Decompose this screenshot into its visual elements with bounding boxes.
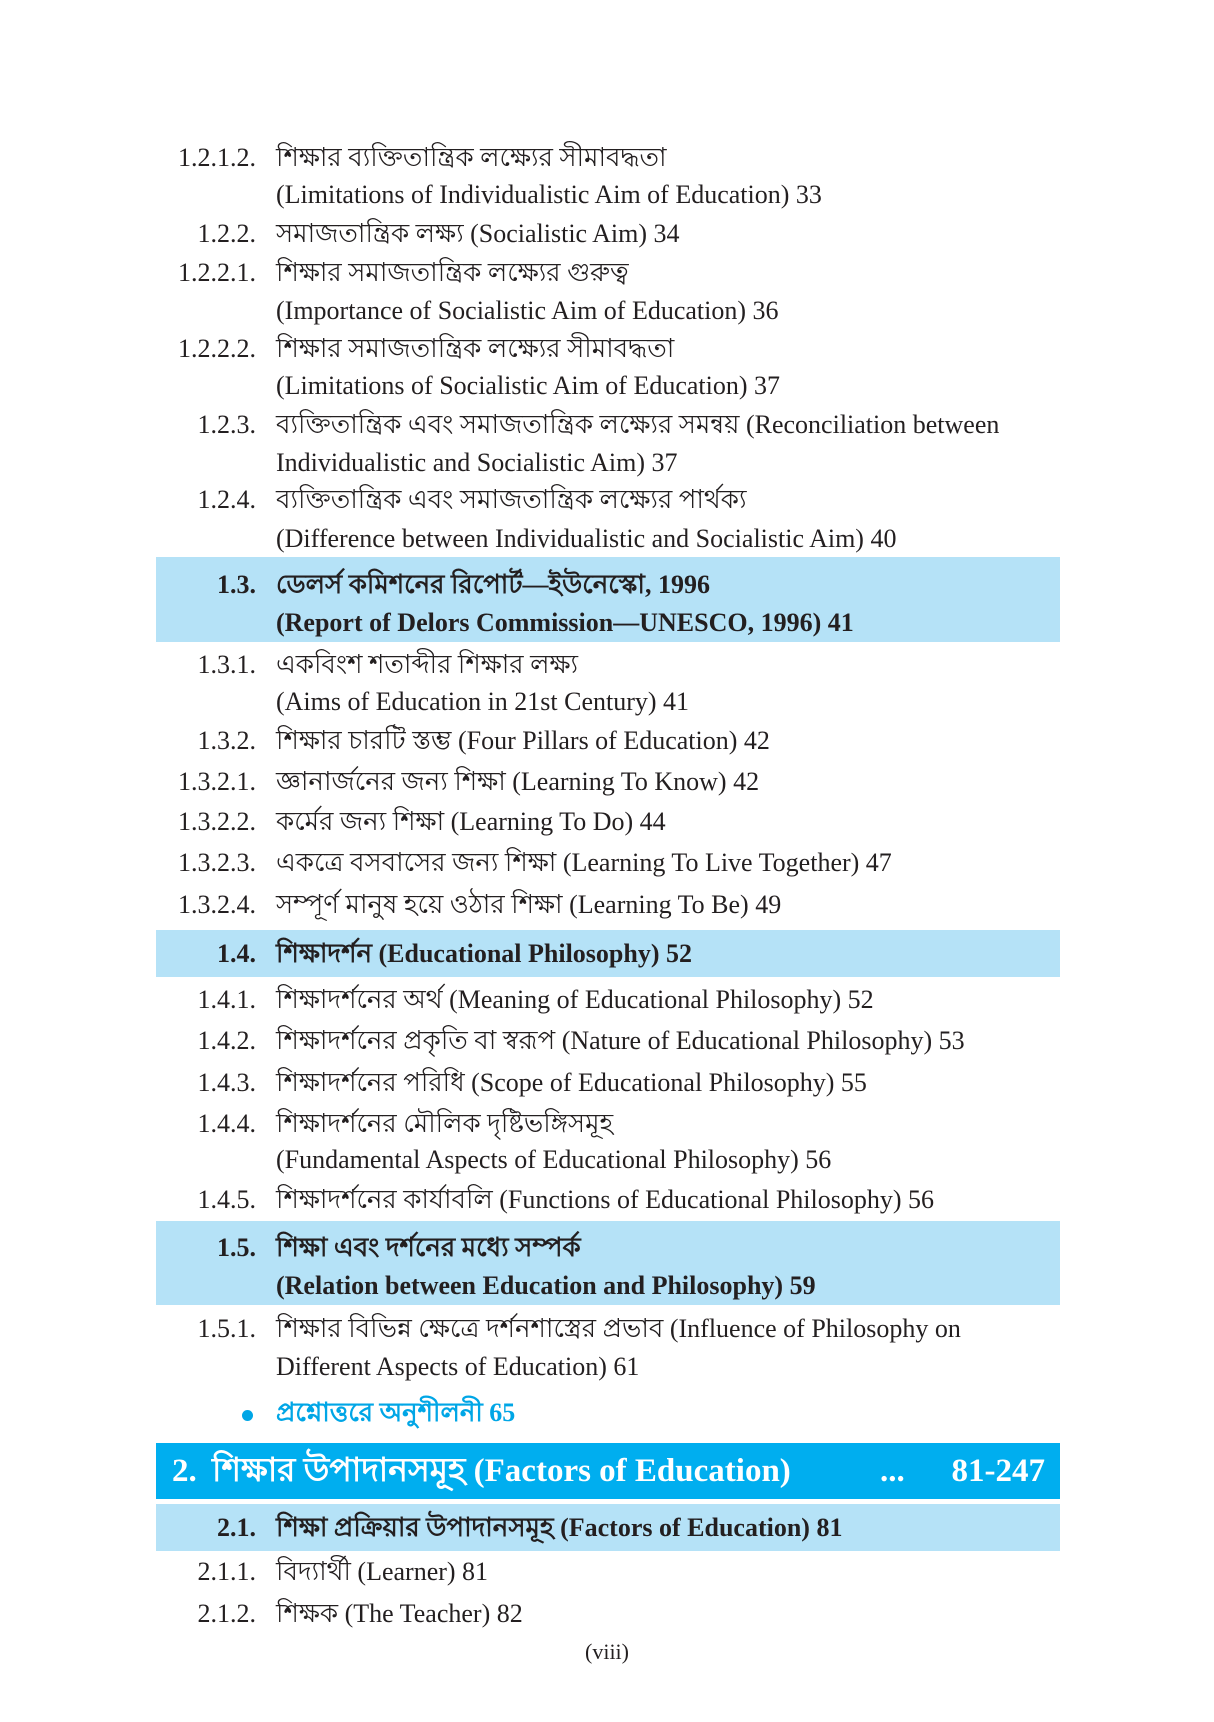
entry-number: 2.1.2. bbox=[197, 1599, 256, 1628]
section-title: (Report of Delors Commission—UNESCO, 1996) 41 bbox=[276, 608, 854, 637]
toc-entry[interactable] bbox=[0, 254, 1214, 292]
entry-number: 1.2.2.1. bbox=[178, 258, 256, 287]
toc-entry-line bbox=[0, 683, 1214, 721]
section-title: (Relation between Education and Philosophy) 59 bbox=[276, 1271, 816, 1300]
section-number: 1.3. bbox=[217, 570, 256, 599]
entry-title: (Aims of Education in 21st Century) 41 bbox=[276, 687, 690, 716]
entry-title: Individualistic and Socialistic Aim) 37 bbox=[276, 448, 678, 477]
toc-entry[interactable] bbox=[0, 1553, 1214, 1591]
entry-title: ব্যক্তিতান্ত্রিক এবং সমাজতান্ত্রিক লক্ষ্যের পার্থক্য bbox=[276, 485, 747, 514]
chapter-leader: ... bbox=[880, 1453, 905, 1489]
toc-section-1-4[interactable] bbox=[0, 935, 1214, 973]
toc-entry-line bbox=[0, 176, 1214, 214]
toc-entry[interactable] bbox=[0, 1595, 1214, 1633]
entry-title: শিক্ষাদর্শনের অর্থ (Meaning of Educational Philosophy) 52 bbox=[276, 985, 874, 1014]
entry-number: 1.2.2. bbox=[197, 219, 256, 248]
entry-title: সমাজতান্ত্রিক লক্ষ্য (Socialistic Aim) 34 bbox=[276, 219, 680, 248]
entry-number: 1.4.1. bbox=[197, 985, 256, 1014]
entry-number: 1.2.4. bbox=[197, 485, 256, 514]
toc-section-1-3[interactable] bbox=[0, 566, 1214, 604]
section-number: 1.4. bbox=[217, 939, 256, 968]
toc-entry[interactable] bbox=[0, 886, 1214, 924]
entry-number: 1.2.1.2. bbox=[178, 143, 256, 172]
entry-title: (Difference between Individualistic and Socialistic Aim) 40 bbox=[276, 524, 897, 553]
toc-entry-line bbox=[0, 444, 1214, 482]
entry-number: 1.2.2.2. bbox=[178, 334, 256, 363]
toc-entry[interactable] bbox=[0, 1105, 1214, 1143]
entry-title: শিক্ষার বিভিন্ন ক্ষেত্রে দর্শনশাস্ত্রের প্রভাব (Influence of Philosophy on bbox=[276, 1314, 961, 1343]
toc-entry[interactable] bbox=[0, 1181, 1214, 1219]
toc-entry[interactable] bbox=[0, 844, 1214, 882]
entry-title: বিদ্যার্থী (Learner) 81 bbox=[276, 1557, 489, 1586]
entry-title: একবিংশ শতাব্দীর শিক্ষার লক্ষ্য bbox=[276, 650, 579, 679]
entry-number: 1.3.2.2. bbox=[178, 807, 256, 836]
section-title: শিক্ষাদর্শন (Educational Philosophy) 52 bbox=[276, 939, 692, 968]
entry-title: শিক্ষক (The Teacher) 82 bbox=[276, 1599, 523, 1628]
entry-number: 1.3.1. bbox=[197, 650, 256, 679]
toc-entry[interactable] bbox=[0, 330, 1214, 368]
toc-section-line bbox=[0, 1267, 1214, 1305]
toc-entry-line bbox=[0, 1141, 1214, 1179]
entry-number: 1.3.2. bbox=[197, 726, 256, 755]
toc-entry[interactable] bbox=[0, 722, 1214, 760]
toc-section-1-5[interactable] bbox=[0, 1229, 1214, 1267]
toc-entry[interactable] bbox=[0, 803, 1214, 841]
section-title: ডেলর্স কমিশনের রিপোর্ট—ইউনেস্কো, 1996 bbox=[276, 570, 710, 599]
entry-title: শিক্ষাদর্শনের মৌলিক দৃষ্টিভঙ্গিসমূহ bbox=[276, 1109, 614, 1138]
toc-entry[interactable] bbox=[0, 763, 1214, 801]
entry-title: শিক্ষাদর্শনের কার্যাবলি (Functions of Educational Philosophy) 56 bbox=[276, 1185, 935, 1214]
chapter-pages: 81-247 bbox=[951, 1453, 1045, 1489]
toc-section-line bbox=[0, 604, 1214, 642]
entry-title: ব্যক্তিতান্ত্রিক এবং সমাজতান্ত্রিক লক্ষ্যের সমন্বয় (Reconciliation between bbox=[276, 410, 1000, 439]
entry-title: (Importance of Socialistic Aim of Education) 36 bbox=[276, 296, 779, 325]
section-number: 1.5. bbox=[217, 1233, 256, 1262]
toc-entry[interactable] bbox=[0, 215, 1214, 253]
section-title: শিক্ষা এবং দর্শনের মধ্যে সম্পর্ক bbox=[276, 1233, 581, 1262]
entry-title: কর্মের জন্য শিক্ষা (Learning To Do) 44 bbox=[276, 807, 666, 836]
entry-number: 1.4.3. bbox=[197, 1068, 256, 1097]
toc-entry[interactable] bbox=[0, 1022, 1214, 1060]
page-number: (viii) bbox=[585, 1639, 629, 1664]
toc-section-2-1[interactable] bbox=[0, 1509, 1214, 1547]
section-title: শিক্ষা প্রক্রিয়ার উপাদানসমূহ (Factors of Education) 81 bbox=[276, 1513, 843, 1542]
toc-entry[interactable] bbox=[0, 406, 1214, 444]
entry-title: শিক্ষার সমাজতান্ত্রিক লক্ষ্যের গুরুত্ব bbox=[276, 258, 629, 287]
entry-number: 1.4.5. bbox=[197, 1185, 256, 1214]
chapter-2-heading[interactable] bbox=[0, 1446, 1214, 1496]
entry-number: 1.4.4. bbox=[197, 1109, 256, 1138]
entry-number: 1.3.2.1. bbox=[178, 767, 256, 796]
entry-number: 1.3.2.4. bbox=[178, 890, 256, 919]
entry-number: 1.2.3. bbox=[197, 410, 256, 439]
bullet-icon bbox=[242, 1410, 253, 1421]
toc-entry[interactable] bbox=[0, 139, 1214, 177]
toc-entry-line bbox=[0, 367, 1214, 405]
exercise-entry[interactable] bbox=[0, 1394, 1214, 1432]
entry-title: সম্পূর্ণ মানুষ হয়ে ওঠার শিক্ষা (Learning To Be) 49 bbox=[276, 890, 782, 919]
exercise-title: প্রশ্নোত্তরে অনুশীলনী 65 bbox=[276, 1398, 516, 1427]
entry-number: 1.3.2.3. bbox=[178, 848, 256, 877]
toc-entry-line bbox=[0, 1348, 1214, 1386]
toc-entry-line bbox=[0, 292, 1214, 330]
entry-title: শিক্ষাদর্শনের প্রকৃতি বা স্বরূপ (Nature of Educational Philosophy) 53 bbox=[276, 1026, 965, 1055]
entry-title: একত্রে বসবাসের জন্য শিক্ষা (Learning To Live Together) 47 bbox=[276, 848, 892, 877]
section-number: 2.1. bbox=[217, 1513, 256, 1542]
toc-entry-line bbox=[0, 520, 1214, 558]
entry-title: (Limitations of Socialistic Aim of Education) 37 bbox=[276, 371, 781, 400]
entry-number: 1.5.1. bbox=[197, 1314, 256, 1343]
entry-title: শিক্ষার চারটি স্তম্ভ (Four Pillars of Education) 42 bbox=[276, 726, 770, 755]
entry-number: 2.1.1. bbox=[197, 1557, 256, 1586]
entry-title: শিক্ষার সমাজতান্ত্রিক লক্ষ্যের সীমাবদ্ধতা bbox=[276, 334, 675, 363]
toc-entry[interactable] bbox=[0, 1310, 1214, 1348]
entry-title: শিক্ষাদর্শনের পরিধি (Scope of Educational Philosophy) 55 bbox=[276, 1068, 867, 1097]
entry-title: শিক্ষার ব্যক্তিতান্ত্রিক লক্ষ্যের সীমাবদ্ধতা bbox=[276, 143, 667, 172]
entry-number: 1.4.2. bbox=[197, 1026, 256, 1055]
chapter-title: শিক্ষার উপাদানসমূহ (Factors of Education) bbox=[212, 1453, 791, 1489]
entry-title: জ্ঞানার্জনের জন্য শিক্ষা (Learning To Know) 42 bbox=[276, 767, 760, 796]
entry-title: Different Aspects of Education) 61 bbox=[276, 1352, 640, 1381]
toc-entry[interactable] bbox=[0, 1064, 1214, 1102]
entry-title: (Limitations of Individualistic Aim of Education) 33 bbox=[276, 180, 822, 209]
toc-entry[interactable] bbox=[0, 981, 1214, 1019]
chapter-number: 2. bbox=[172, 1453, 197, 1489]
toc-entry[interactable] bbox=[0, 646, 1214, 684]
toc-entry[interactable] bbox=[0, 481, 1214, 519]
entry-title: (Fundamental Aspects of Educational Philosophy) 56 bbox=[276, 1145, 832, 1174]
